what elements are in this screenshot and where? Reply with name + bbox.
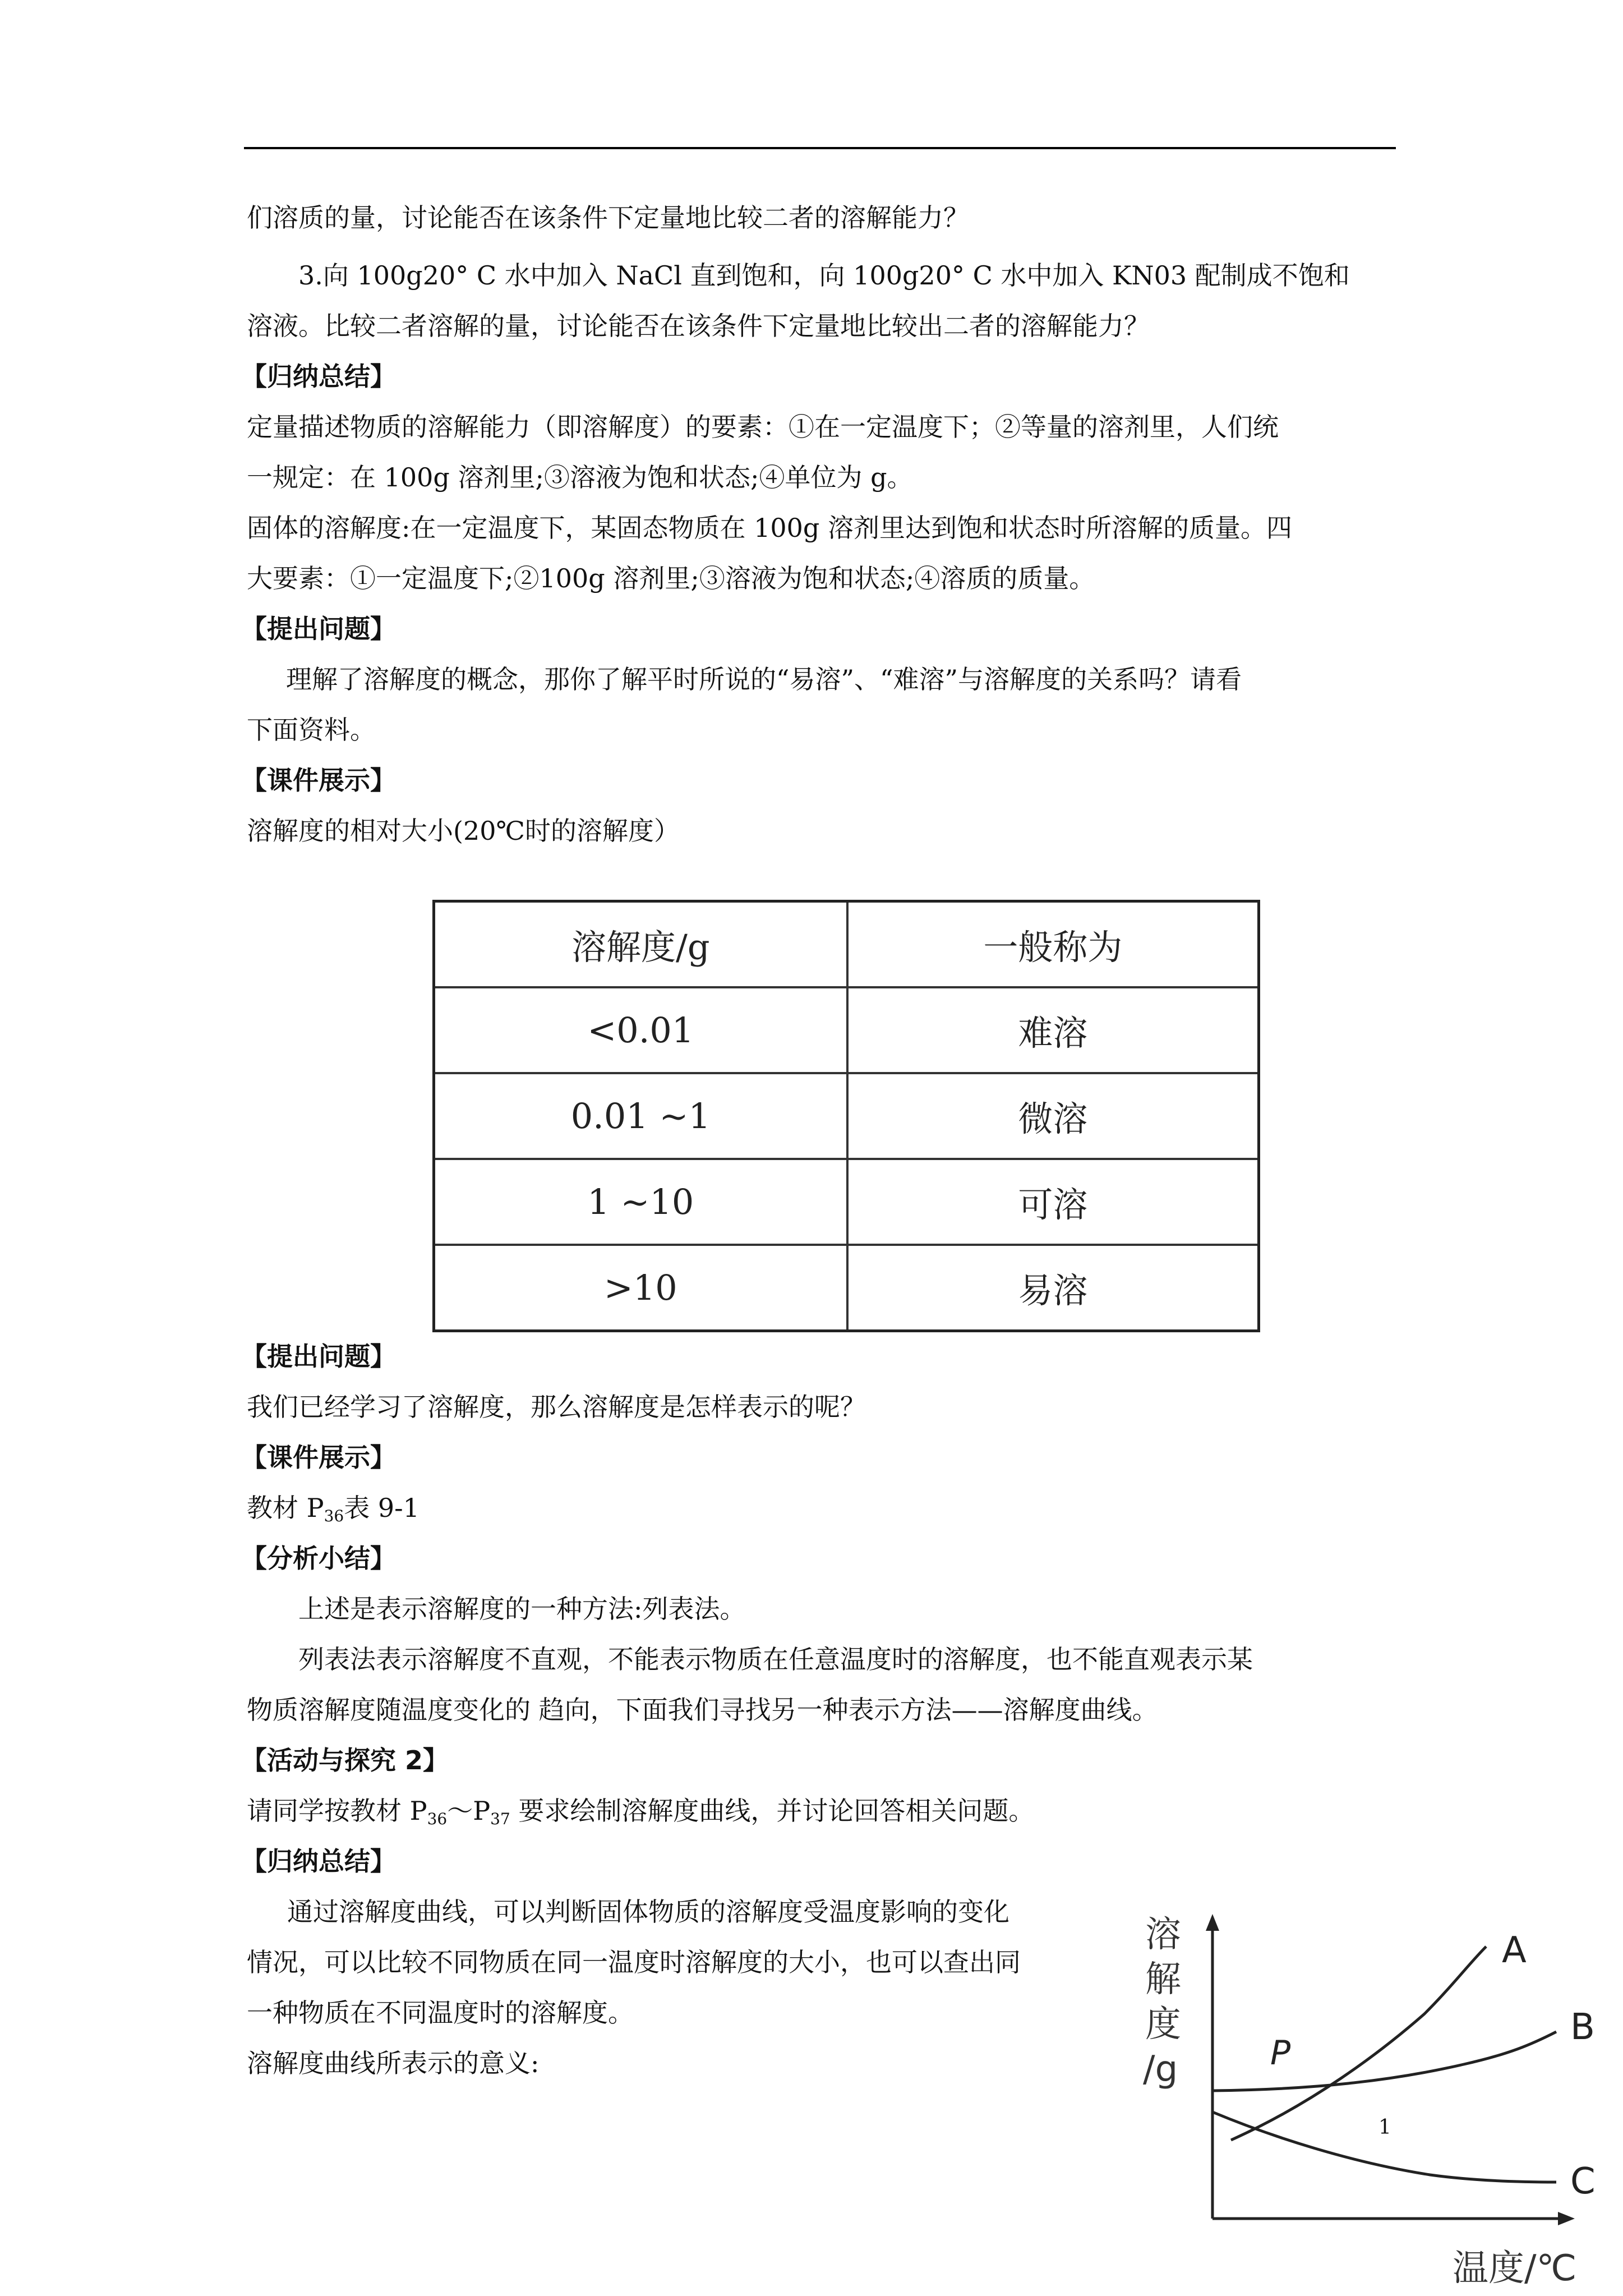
text-line: 溶液。比较二者溶解的量，讨论能否在该条件下定量地比较出二者的溶解能力？ (247, 311, 1150, 341)
table-cell: 1 ~10 (434, 1159, 847, 1245)
text-line-content: 上述是表示溶解度的一种方法:列表法。 (298, 1594, 746, 1624)
y-axis-label-char: 度 (1145, 2004, 1181, 2045)
text-line (247, 1887, 1122, 1938)
curve-a (1231, 1947, 1486, 2140)
text-line: 一种物质在不同温度时的溶解度。 (247, 1998, 634, 2028)
table-cell: 可溶 (847, 1159, 1259, 1245)
text-line: 溶解度的相对大小(20℃时的溶解度） (247, 816, 680, 846)
text-line: 们溶质的量，讨论能否在该条件下定量地比较二者的溶解能力？ (247, 203, 969, 233)
text-line (247, 1483, 1396, 1542)
y-axis-label-char: /g (1143, 2049, 1178, 2090)
header-rule (244, 147, 1396, 149)
curve-label-a: A (1502, 1930, 1527, 1971)
subscript: 36 (324, 1507, 344, 1525)
text-line-content: 通过溶解度曲线，可以判断固体物质的溶解度受温度影响的变化 (287, 1897, 1009, 1927)
table-header-row (434, 901, 1259, 988)
text-fragment: 表 9-1 (344, 1493, 419, 1523)
solubility-curve-figure (1127, 1902, 1610, 2294)
table-header-cell: 一般称为 (847, 901, 1259, 988)
section-heading: 【活动与探究 2】 (241, 1745, 449, 1775)
text-line (247, 1584, 1396, 1635)
curve-b (1212, 2032, 1556, 2091)
curve-label-b: B (1570, 2007, 1595, 2048)
table-row (434, 987, 1259, 1073)
table-cell: 微溶 (847, 1073, 1259, 1159)
text-line: 定量描述物质的溶解能力（即溶解度）的要素：①在一定温度下；②等量的溶剂里，人们统 (247, 412, 1279, 442)
y-axis-label-char: 溶 (1145, 1914, 1181, 1955)
text-line (247, 250, 1396, 301)
text-fragment: 教材 P (247, 1493, 324, 1523)
y-axis-arrow (1206, 1914, 1219, 1931)
text-line-content: 列表法表示溶解度不直观，不能表示物质在任意温度时的溶解度，也不能直观表示某 (298, 1644, 1253, 1674)
text-line (247, 1786, 1396, 1844)
x-axis-arrow (1558, 2212, 1575, 2225)
table-header-cell: 溶解度/g (434, 901, 847, 988)
text-line: 下面资料。 (247, 715, 376, 745)
table-cell: >10 (434, 1245, 847, 1331)
section-heading: 【提出问题】 (241, 1341, 396, 1372)
section-heading: 【课件展示】 (241, 765, 396, 795)
text-line: 一规定：在 100g 溶剂里;③溶液为饱和状态;④单位为 g。 (247, 462, 913, 493)
x-axis-label: 温度/℃ (1453, 2248, 1577, 2289)
text-fragment: 请同学按教材 P (247, 1796, 427, 1826)
text-line: 情况，可以比较不同物质在同一温度时溶解度的大小，也可以查出同 (247, 1947, 1021, 1977)
text-line: 物质溶解度随温度变化的 趋向，下面我们寻找另一种表示方法——溶解度曲线。 (247, 1695, 1158, 1725)
text-line: 溶解度曲线所表示的意义: (247, 2048, 540, 2078)
curve-label-c: C (1570, 2161, 1596, 2202)
intersection-label-p: P (1270, 2033, 1291, 2073)
table-cell: <0.01 (434, 987, 847, 1073)
table-cell: 难溶 (847, 987, 1259, 1073)
table-row (434, 1159, 1259, 1245)
subscript: 37 (490, 1810, 510, 1828)
table-cell: 易溶 (847, 1245, 1259, 1331)
section-heading: 【归纳总结】 (241, 1846, 396, 1876)
section-heading: 【分析小结】 (241, 1543, 396, 1573)
section-heading: 【归纳总结】 (241, 361, 396, 392)
text-line-content: 3.向 100g20° C 水中加入 NaCl 直到饱和，向 100g20° C 水中加入 KN03 配制成不饱和 (298, 260, 1350, 291)
table-row (434, 1245, 1259, 1331)
text-line (247, 654, 1396, 705)
text-line: 大要素：①一定温度下;②100g 溶剂里;③溶液为饱和状态;④溶质的质量。 (247, 563, 1095, 593)
section-heading: 【提出问题】 (241, 614, 396, 644)
page-number: 1 (1378, 2116, 1391, 2139)
solubility-table (432, 900, 1260, 1332)
text-fragment: ～P (447, 1796, 491, 1826)
table-cell: 0.01 ~1 (434, 1073, 847, 1159)
table-row (434, 1073, 1259, 1159)
text-fragment: 要求绘制溶解度曲线，并讨论回答相关问题。 (510, 1796, 1035, 1826)
text-line: 我们已经学习了溶解度，那么溶解度是怎样表示的呢？ (247, 1392, 866, 1422)
text-line (247, 1634, 1396, 1685)
text-line: 固体的溶解度:在一定温度下，某固态物质在 100g 溶剂里达到饱和状态时所溶解的质量。四 (247, 513, 1292, 543)
section-heading: 【课件展示】 (241, 1442, 396, 1473)
text-line-content: 理解了溶解度的概念，那你了解平时所说的“易溶”、“难溶”与溶解度的关系吗？请看 (286, 664, 1242, 694)
subscript: 36 (427, 1810, 448, 1828)
y-axis-label-char: 解 (1145, 1959, 1181, 2000)
